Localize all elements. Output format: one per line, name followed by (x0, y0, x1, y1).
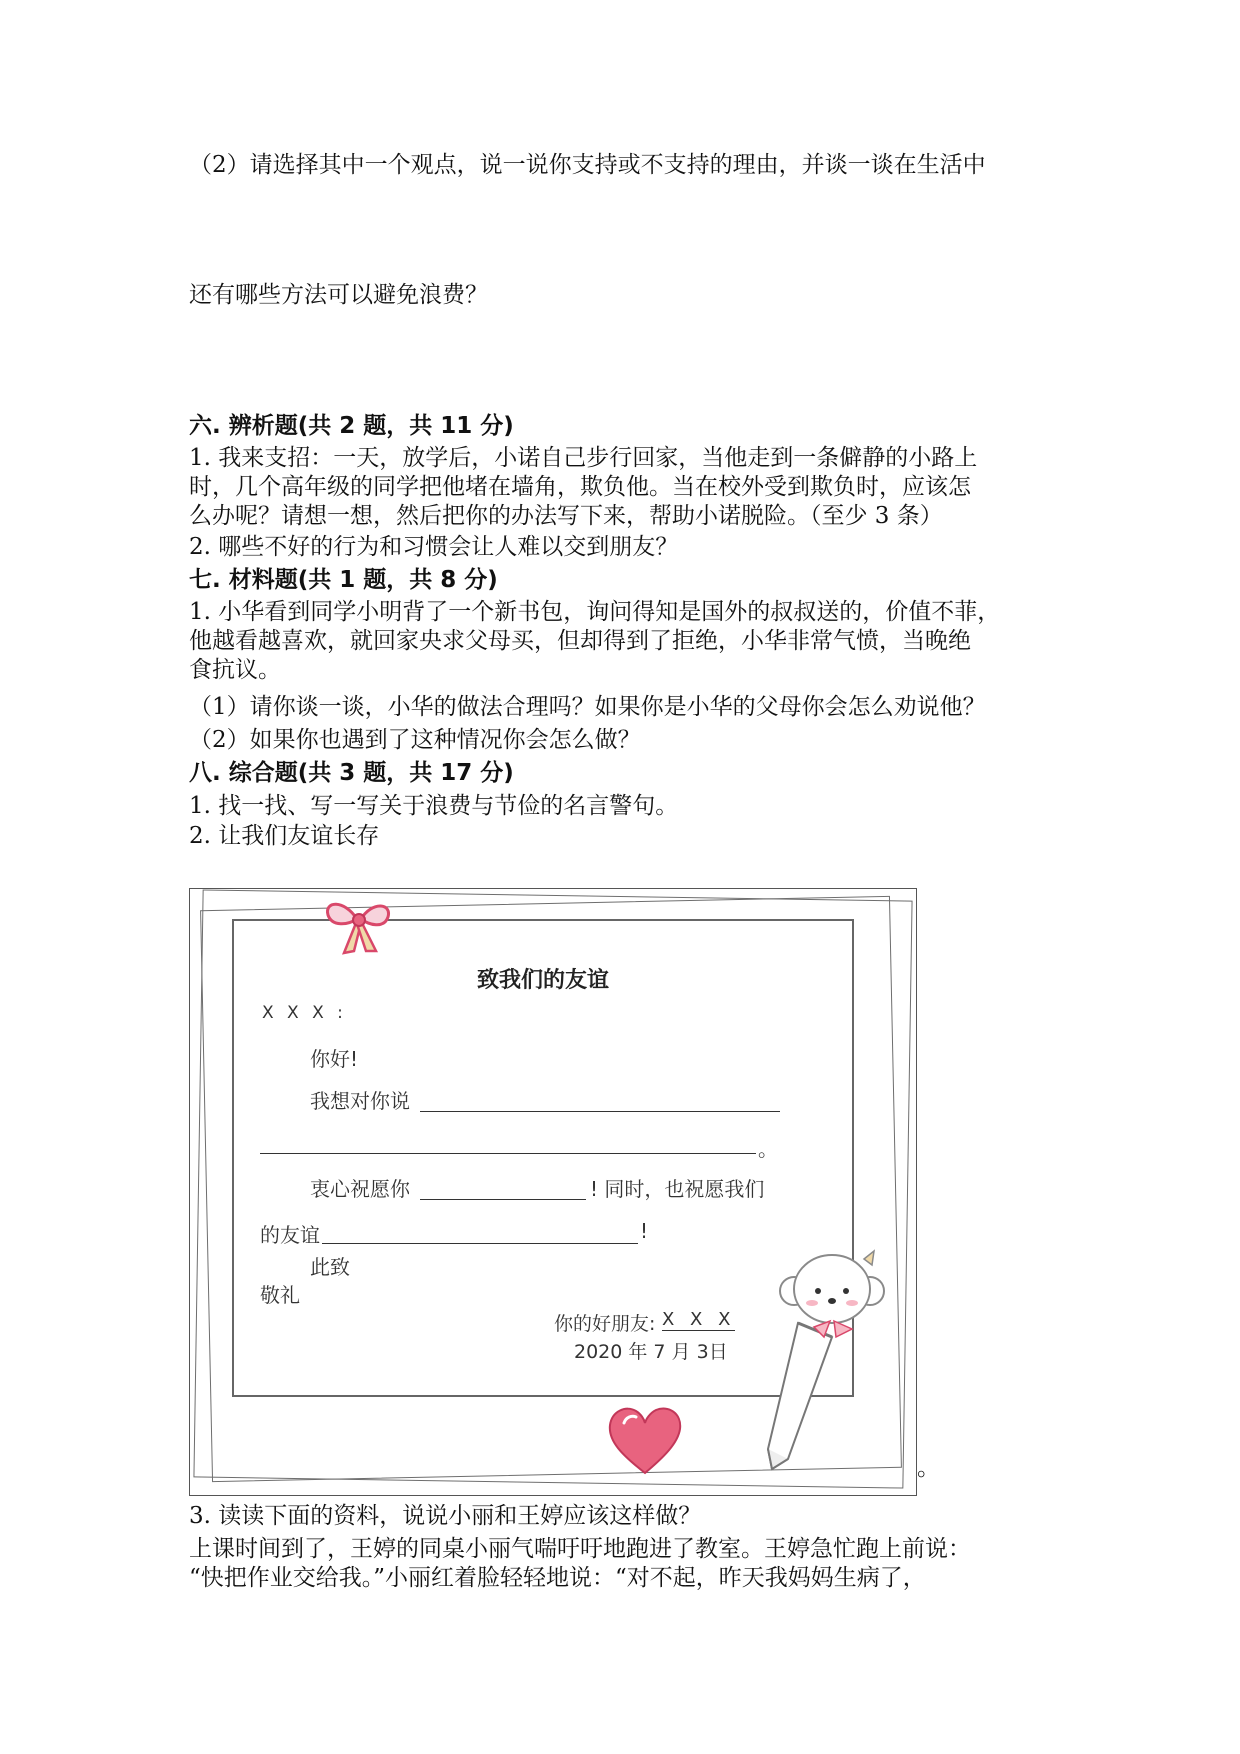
section7-sub1: （1）请你谈一谈，小华的做法合理吗？如果你是小华的父母你会怎么劝说他？ (189, 694, 986, 720)
puppy-icon (772, 1241, 892, 1351)
section8-q2: 2. 让我们友谊长存 (189, 823, 380, 849)
blank-line (420, 1199, 586, 1200)
section6-q1-line3: 么办呢？请想一想，然后把你的办法写下来，帮助小诺脱险。（至少 3 条） (189, 503, 943, 529)
ribbon-bow-icon (314, 889, 404, 969)
letter-wish-mid: ! 同时，也祝愿我们 (590, 1177, 765, 1201)
letter-friendship: 的友谊 (260, 1223, 320, 1247)
letter-exclaim: ! (640, 1219, 649, 1243)
letter-want-to-say: 我想对你说 (310, 1089, 410, 1113)
letter-closing2: 敬礼 (260, 1283, 300, 1307)
letter-wish: 衷心祝愿你 (310, 1177, 410, 1201)
blank-line (420, 1111, 780, 1112)
heart-icon (604, 1397, 686, 1479)
section7-q1-line3: 食抗议。 (189, 657, 281, 683)
passage-line2: “快把作业交给我。”小丽红着脸轻轻地说：“对不起，昨天我妈妈生病了， (189, 1565, 926, 1591)
q2-line: （2）请选择其中一个观点，说一说你支持或不支持的理由，并谈一谈在生活中 (189, 152, 986, 178)
section8-heading: 八. 综合题(共 3 题，共 17 分) (189, 760, 514, 786)
friendship-letter-image (189, 888, 917, 1496)
blank-line (322, 1243, 638, 1244)
letter-period: 。 (758, 1137, 778, 1161)
section8-q3: 3. 读读下面的资料，说说小丽和王婷应该这样做？ (189, 1503, 702, 1529)
letter-salutation: X X X : (262, 1003, 347, 1023)
section7-sub2: （2）如果你也遇到了这种情况你会怎么做？ (189, 727, 641, 753)
section8-q1: 1. 找一找、写一写关于浪费与节俭的名言警句。 (189, 793, 679, 819)
section6-q2: 2. 哪些不好的行为和习惯会让人难以交到朋友？ (189, 534, 679, 560)
letter-greeting: 你好! (310, 1047, 359, 1071)
passage-line1: 上课时间到了，王婷的同桌小丽气喘吁吁地跑进了教室。王婷急忙跑上前说： (189, 1536, 971, 1562)
letter-signature-name: X X X (662, 1309, 736, 1330)
section6-q1-line1: 1. 我来支招：一天，放学后，小诺自己步行回家，当他走到一条僻静的小路上 (189, 445, 978, 471)
letter-date: 2020 年 7 月 3日 (574, 1341, 728, 1363)
blank-line (260, 1153, 756, 1154)
image-trailing-period: 。 (917, 1455, 940, 1481)
letter-signature: 你的好朋友: (554, 1313, 656, 1335)
letter-closing1: 此致 (310, 1255, 350, 1279)
section7-q1-line1: 1. 小华看到同学小明背了一个新书包，询问得知是国外的叔叔送的，价值不菲， (189, 599, 1001, 625)
section7-heading: 七. 材料题(共 1 题，共 8 分) (189, 567, 498, 593)
section7-q1-line2: 他越看越喜欢，就回家央求父母买，但却得到了拒绝，小华非常气愤，当晚绝 (189, 628, 971, 654)
letter-title: 致我们的友谊 (476, 968, 609, 993)
q2-continuation: 还有哪些方法可以避免浪费？ (189, 282, 488, 308)
section6-heading: 六. 辨析题(共 2 题，共 11 分) (189, 413, 514, 439)
section6-q1-line2: 时，几个高年级的同学把他堵在墙角，欺负他。当在校外受到欺负时，应该怎 (189, 474, 971, 500)
